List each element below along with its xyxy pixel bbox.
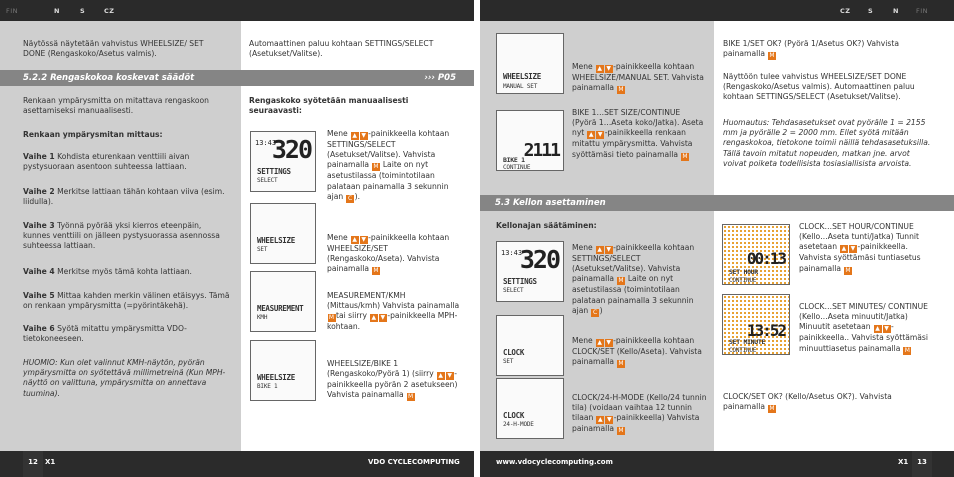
instr-text: Laite on nyt asetustilassa (toimintotilaan palataan painamalla 3 sekunnin ajan bbox=[572, 274, 694, 315]
footer-brand: VDO CYCLECOMPUTING bbox=[368, 458, 460, 466]
footer-model-right: X1 bbox=[898, 458, 909, 466]
bike1-set-ok bbox=[723, 39, 933, 60]
lcd-line1: SETTINGS bbox=[257, 167, 291, 176]
lang-cz-right: CZ bbox=[840, 7, 851, 15]
lcd-value: 00:13 bbox=[746, 249, 785, 268]
instr-text: Mene bbox=[572, 62, 593, 71]
instr-text: CLOCK/SET OK? (Kello/Asetus OK?). Vahvista painamalla bbox=[723, 392, 892, 412]
lcd-line1: CLOCK bbox=[503, 411, 525, 420]
instr-text: -painikkeella kohtaan CLOCK/SET (Kello/Aseta). Vahvista painamalla bbox=[572, 336, 702, 367]
wheelsize-done: Näyttöön tulee vahvistus WHEELSIZE/SET DONE (Rengaskoko/Asetus valmis). Automaattinen paluu kohtaan SETTINGS/SELECT (Asetukset/Valitse). bbox=[723, 72, 915, 102]
m-button-icon: M bbox=[845, 266, 851, 274]
instr-bike1 bbox=[327, 359, 460, 401]
instr-text: tai siirry bbox=[336, 311, 367, 321]
up-icon: ▲ bbox=[352, 236, 357, 243]
up-icon: ▲ bbox=[588, 131, 594, 139]
clock-heading: Kellonajan säätäminen: bbox=[496, 221, 597, 230]
lcd-bike1-continue bbox=[496, 110, 564, 171]
c-button-icon: C bbox=[348, 194, 353, 202]
up-icon: ▲ bbox=[597, 339, 602, 346]
lcd-line2: SELECT bbox=[257, 177, 278, 184]
instr-text: CLOCK…SET HOUR/CONTINUE (Kello…Aseta tunti/Jatka) Tunnit asetetaan bbox=[799, 222, 919, 252]
instr-text: Mene bbox=[572, 243, 593, 252]
down-icon: ▼ bbox=[850, 245, 856, 253]
lcd-settings-select bbox=[250, 131, 316, 192]
lcd-line1: WHEELSIZE bbox=[257, 373, 295, 382]
m-button-icon: M bbox=[618, 360, 624, 368]
lcd-line2: KMH bbox=[257, 314, 268, 321]
instr-set-minutes bbox=[799, 302, 934, 355]
lcd-clock-24h bbox=[496, 378, 564, 439]
lcd-value: 13:52 bbox=[746, 321, 785, 340]
lcd-set-hour bbox=[722, 224, 790, 285]
measure-intro: Renkaan ympärysmitta on mitattava rengaskoon asettamiseksi manuaalisesti. bbox=[23, 96, 209, 116]
lcd-line1: SET MINUTE bbox=[729, 338, 766, 346]
down-icon: ▼ bbox=[447, 372, 453, 380]
lcd-line2: CONTINUE bbox=[729, 347, 757, 354]
lcd-set-minute bbox=[722, 294, 790, 355]
footer-url: www.vdocyclecomputing.com bbox=[496, 458, 613, 466]
m-button-icon: M bbox=[618, 277, 624, 285]
down-icon: ▼ bbox=[606, 339, 611, 346]
down-icon: ▼ bbox=[884, 325, 889, 333]
step-label: Vaihe 2 bbox=[23, 187, 55, 196]
instr-text: -painikkeella) Vahvista painamalla bbox=[572, 413, 700, 434]
step-label: Vaihe 4 bbox=[23, 267, 55, 276]
lcd-speed: 320 bbox=[519, 245, 559, 274]
m-button-icon: M bbox=[682, 152, 688, 160]
down-icon: ▼ bbox=[361, 132, 366, 139]
instr-clock-set bbox=[572, 336, 707, 368]
m-button-icon: M bbox=[904, 346, 910, 354]
instr-text: -painikkeella kohtaan SETTINGS/SELECT (Asetukset/Valitse). Vahvista painamalla bbox=[572, 243, 695, 284]
m-button-icon: M bbox=[618, 86, 624, 94]
manual-heading: Rengaskoko syötetään manuaalisesti seuraavasti: bbox=[249, 96, 409, 116]
factory-note: Huomautus: Tehdasasetukset ovat pyörälle 1 = 2155 mm ja pyörälle 2 = 2000 mm. Ellet syötä mitään rengaskokoa, tietokone toimii näillä tehdasasetuksilla. Tällä tavoin mitatut nopeuden, matkan jne. arvot voivat poiketa todellisista tosiasiallisista arvoista. bbox=[723, 118, 931, 168]
lang-n-right: N bbox=[893, 7, 899, 15]
step-6 bbox=[23, 324, 228, 344]
lcd-wheelsize-set bbox=[250, 203, 316, 264]
instr-text: -painikkeella kohtaan WHEELSIZE/MANUAL SET. Vahvista painamalla bbox=[572, 62, 704, 93]
m-button-icon: M bbox=[407, 393, 414, 401]
up-icon: ▲ bbox=[875, 325, 880, 333]
instr-text: -painikkeella renkaan mitattu ympärysmitta. Vahvista syöttämäsi tieto painamalla bbox=[572, 128, 693, 159]
m-button-icon: M bbox=[618, 427, 624, 435]
lcd-line1: CLOCK bbox=[503, 348, 525, 357]
step-label: Vaihe 6 bbox=[23, 324, 55, 333]
instr-settings: Mene ▲ ▼ -painikkeella kohtaan SETTINGS/SELECT (Asetukset/Valitse). Vahvista painamalla M Laite on nyt asetustilassa (toimintotilaan palataan painamalla 3 sekunnin ajan C ). bbox=[327, 129, 450, 202]
kmh-note: HUOMIO: Kun olet valinnut KMH-näytön, pyörän ympärysmitta on syötettävä millimetreinä (Kun MPH-näyttö on valittuna, ympärysmitta on annettava tuumina). bbox=[23, 358, 226, 398]
instr-bike1-size bbox=[572, 108, 707, 161]
instr-wheelsize bbox=[327, 233, 460, 275]
lcd-wheelsize-bike1 bbox=[250, 340, 316, 401]
down-icon: ▼ bbox=[597, 131, 603, 139]
instr-text: Laite on nyt asetustilassa (toimintotilaan palataan painamalla 3 sekunnin ajan bbox=[327, 160, 449, 201]
instr-text: MEASUREMENT/KMH (Mittaus/kmh) Vahvista painamalla bbox=[327, 291, 460, 311]
lcd-wheelsize-manual bbox=[496, 33, 564, 94]
step-3 bbox=[23, 221, 228, 252]
step-text: Kohdista eturenkaan venttiili aivan pystysuoraan asentoon suhteessa lattiaan. bbox=[23, 152, 190, 172]
step-text: Merkitse lattiaan tähän kohtaan viiva (esim. liidulla). bbox=[23, 187, 225, 207]
clock-set-ok bbox=[723, 392, 933, 413]
right-header-bar bbox=[480, 0, 954, 21]
page-number-right: 13 bbox=[912, 451, 932, 477]
lcd-clock-set bbox=[496, 315, 564, 376]
lang-cz-left: CZ bbox=[104, 7, 115, 15]
down-icon: ▼ bbox=[380, 314, 386, 322]
section-title: 5.2.2 Rengaskokoa koskevat säädöt bbox=[23, 73, 195, 83]
right-footer bbox=[480, 451, 954, 477]
section-ref: ››› P05 bbox=[424, 73, 456, 83]
step-label: Vaihe 5 bbox=[23, 291, 55, 300]
up-icon: ▲ bbox=[597, 65, 602, 72]
instr-manual-set bbox=[572, 62, 707, 94]
lcd-line1: SET HOUR bbox=[729, 268, 758, 276]
up-icon: ▲ bbox=[597, 246, 602, 253]
section-title: 5.3 Kellon asettaminen bbox=[495, 198, 606, 208]
step-5 bbox=[23, 291, 233, 311]
instr-text: Mene bbox=[572, 336, 593, 345]
m-button-icon: M bbox=[373, 163, 379, 171]
page-number-left: 12 bbox=[23, 451, 43, 477]
lcd-line1: WHEELSIZE bbox=[257, 236, 295, 245]
lang-fin-left: FIN bbox=[6, 7, 19, 15]
lcd-line1: SETTINGS bbox=[503, 277, 537, 286]
lcd-line2: SET bbox=[257, 246, 268, 253]
lcd-line2: SELECT bbox=[503, 287, 524, 294]
lcd-time: 13:43 bbox=[501, 249, 523, 257]
instr-text: BIKE 1/SET OK? (Pyörä 1/Asetus OK?) Vahvista painamalla bbox=[723, 39, 899, 59]
down-icon: ▼ bbox=[361, 236, 366, 243]
lcd-value: 2111 bbox=[523, 140, 559, 161]
instr-text: WHEELSIZE/BIKE 1 (Rengaskoko/Pyörä 1) (siirry bbox=[327, 359, 434, 379]
down-icon: ▼ bbox=[606, 416, 612, 424]
step-text: Syötä mitattu ympärysmitta VDO-tietokoneeseen. bbox=[23, 324, 187, 344]
instr-clock-settings: Mene ▲ ▼ -painikkeella kohtaan SETTINGS/SELECT (Asetukset/Valitse). Vahvista painamalla M Laite on nyt asetustilassa (toimintotilaan palataan painamalla 3 sekunnin ajan C ) bbox=[572, 243, 695, 316]
lcd-time: 13:43 bbox=[255, 139, 277, 147]
left-footer bbox=[0, 451, 474, 477]
lcd-line2: SET bbox=[503, 358, 514, 365]
measure-heading: Renkaan ympärysmitan mittaus: bbox=[23, 130, 163, 139]
instr-set-hour bbox=[799, 222, 934, 275]
instr-text: CLOCK/24-H-MODE (Kello/24 tunnin tila) (voidaan vaihtaa 12 tunnin tilaan bbox=[572, 393, 707, 423]
m-button-icon: M bbox=[328, 314, 335, 322]
instr-text: -painikkeella MPH-kohtaan. bbox=[327, 311, 458, 332]
down-icon: ▼ bbox=[606, 246, 611, 253]
up-icon: ▲ bbox=[438, 372, 444, 380]
m-button-icon: M bbox=[769, 52, 775, 60]
step-2 bbox=[23, 187, 228, 207]
footer-model-left: X1 bbox=[45, 458, 56, 466]
instr-clock-24h bbox=[572, 393, 707, 435]
lcd-line2: MANUAL SET bbox=[503, 83, 538, 90]
lang-fin-right: FIN bbox=[916, 7, 929, 15]
m-button-icon: M bbox=[769, 405, 775, 413]
up-icon: ▲ bbox=[352, 132, 357, 139]
lang-n-left: N bbox=[54, 7, 60, 15]
left-header-bar bbox=[0, 0, 474, 21]
instr-text: -painikkeella kohtaan WHEELSIZE/SET (Rengaskoko/Aseta). Vahvista painamalla bbox=[327, 233, 450, 274]
instr-text: -painikkeella.. Vahvista syöttämäsi minuuttiasetus painamalla bbox=[799, 322, 928, 353]
step-text: Työnnä pyörää yksi kierros eteenpäin, kunnes venttiili on jälleen pystysuorassa asennossa suhteessa lattiaan. bbox=[23, 221, 220, 251]
up-icon: ▲ bbox=[841, 245, 847, 253]
step-label: Vaihe 1 bbox=[23, 152, 55, 161]
step-text: Merkitse myös tämä kohta lattiaan. bbox=[57, 267, 192, 276]
up-icon: ▲ bbox=[597, 416, 603, 424]
lcd-line2: CONTINUE bbox=[729, 277, 757, 284]
c-button-icon: C bbox=[593, 308, 598, 316]
lcd-measurement-kmh bbox=[250, 271, 316, 332]
section-clock bbox=[480, 195, 954, 211]
lang-s-left: S bbox=[80, 7, 86, 15]
step-label: Vaihe 3 bbox=[23, 221, 55, 230]
instr-text: Mene bbox=[327, 233, 348, 242]
step-4 bbox=[23, 267, 228, 277]
lang-s-right: S bbox=[868, 7, 874, 15]
m-button-icon: M bbox=[373, 267, 379, 275]
step-text: Mittaa kahden merkin välinen etäisyys. Tämä on renkaan ympärysmitta (=pyörintäkehä). bbox=[23, 291, 230, 311]
instr-text: BIKE 1…SET SIZE/CONTINUE (Pyörä 1…Aseta koko/Jatka). Aseta nyt bbox=[572, 108, 704, 138]
instr-text: -painikkeella pyörän 2 asetukseen) Vahvista painamalla bbox=[327, 369, 458, 400]
lcd-line1: WHEELSIZE bbox=[503, 72, 541, 81]
lcd-clock-settings bbox=[496, 241, 564, 302]
down-icon: ▼ bbox=[606, 65, 611, 72]
lcd-line1: BIKE 1 bbox=[503, 156, 525, 164]
left-intro2: Automaattinen paluu kohtaan SETTINGS/SELECT (Asetukset/Valitse). bbox=[249, 39, 434, 59]
lcd-line2: CONTINUE bbox=[503, 164, 531, 171]
section-wheel-size bbox=[0, 70, 474, 86]
lcd-line2: BIKE 1 bbox=[257, 383, 278, 390]
up-icon: ▲ bbox=[371, 314, 377, 322]
instr-measurement bbox=[327, 291, 460, 333]
lcd-line2: 24-H-MODE bbox=[503, 421, 534, 428]
instr-text: -painikkeella. Vahvista syöttämäsi tuntiasetus painamalla bbox=[799, 242, 921, 273]
lcd-speed: 320 bbox=[271, 135, 311, 164]
step-1 bbox=[23, 152, 228, 172]
lcd-line1: MEASUREMENT bbox=[257, 304, 304, 313]
instr-text: Mene bbox=[327, 129, 348, 138]
left-intro: Näytössä näytetään vahvistus WHEELSIZE/ SET DONE (Rengaskoko/Asetus valmis). bbox=[23, 39, 204, 59]
instr-text: CLOCK…SET MINUTES/ CONTINUE (Kello…Aseta minuutit/Jatka) Minuutit asetetaan bbox=[799, 302, 928, 332]
instr-text: -painikkeella kohtaan SETTINGS/SELECT (Asetukset/Valitse). Vahvista painamalla bbox=[327, 129, 450, 170]
